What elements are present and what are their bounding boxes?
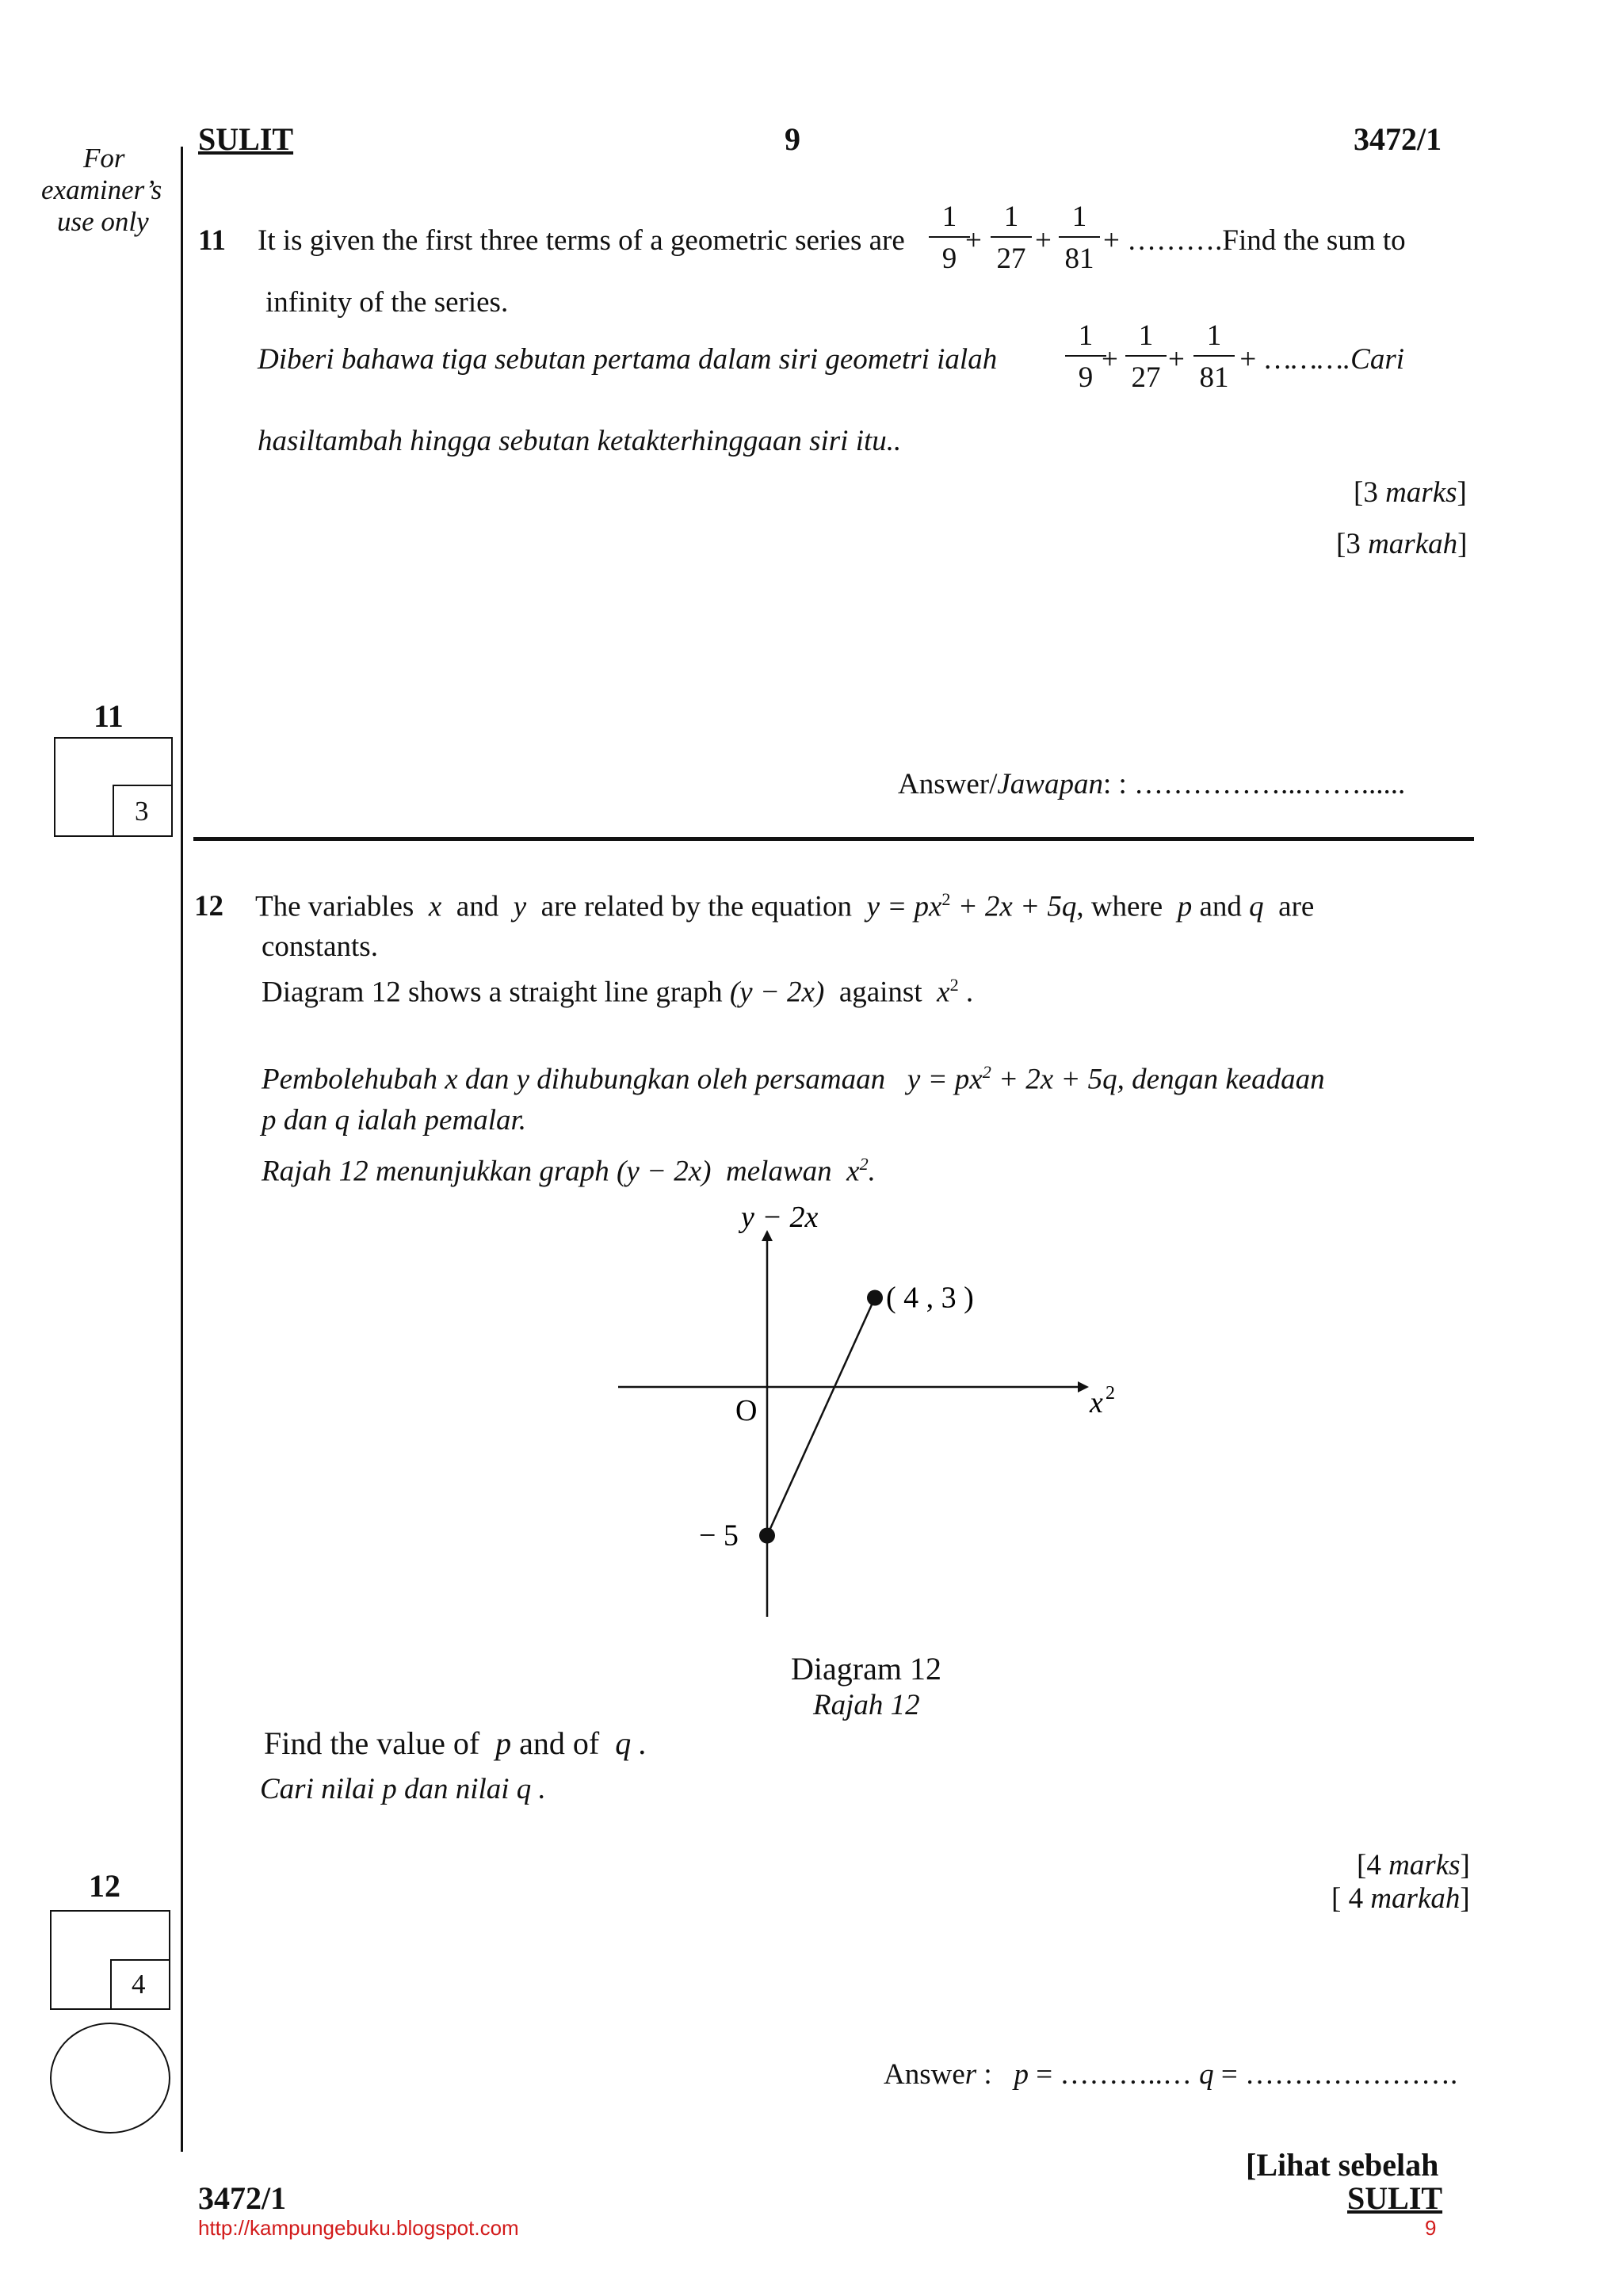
q12-box-label: 12: [89, 1868, 120, 1904]
header-paper-code: 3472/1: [1354, 121, 1442, 157]
header-sulit: SULIT: [198, 121, 294, 157]
q11-ms-line2: hasiltambah hingga sebutan ketakterhinggaan siri itu..: [258, 425, 902, 457]
q12-line1: The variables x and y are related by the equation $y = px^2 + 2x + 5q$, where p and q are: [255, 889, 1315, 923]
q11-number: 11: [198, 224, 226, 257]
q11-marks-en: [3 marks]: [1354, 476, 1467, 509]
q12-marks-ms: [ 4 markah]: [1331, 1882, 1470, 1915]
margin-note-line1: For: [83, 143, 125, 174]
diagram-caption-ms: Rajah 12: [813, 1689, 920, 1721]
footer-paper-code: 3472/1: [198, 2180, 287, 2216]
graph-origin-label: O: [735, 1394, 758, 1427]
q12-find-ms: Cari nilai p dan nilai q .: [260, 1773, 546, 1805]
q11-en-fraction-1: 1 9: [926, 202, 973, 273]
q12-line3: Diagram 12 shows a straight line graph (y − 2x) against $x^2$ .: [262, 975, 974, 1009]
q12-marks-value: 4: [132, 1969, 146, 2000]
margin-vertical-rule: [181, 147, 183, 2152]
graph-y-label: y − 2x: [741, 1201, 819, 1234]
q11-ms-text: Diberi bahawa tiga sebutan pertama dalam siri geometri ialah: [258, 343, 998, 376]
q11-ms-fraction-1: 1 9: [1062, 321, 1109, 392]
q11-en-fraction-3: 1 81: [1056, 202, 1103, 273]
margin-note-line3: use only: [57, 206, 149, 237]
q12-ms-line2: p dan q ialah pemalar.: [262, 1104, 527, 1137]
footer-sulit: SULIT: [1347, 2180, 1443, 2216]
q11-ms-continuation: + ……….Cari: [1238, 343, 1405, 376]
q11-box-label: 11: [94, 698, 124, 734]
q12-number: 12: [194, 890, 223, 923]
graph-x-label: x: [1090, 1386, 1103, 1419]
q11-en-plus-2: +: [1035, 224, 1052, 257]
q11-answer-line: Answer/Jawapan: : ……………...……......: [898, 768, 1406, 800]
q11-ms-plus-1: +: [1102, 343, 1118, 376]
margin-note-line2: examiner’s: [41, 174, 162, 205]
q11-en-continuation: + ……….Find the sum to: [1103, 224, 1406, 257]
q12-find-en: Find the value of p and of q .: [264, 1725, 647, 1761]
graph-x-label-exponent: 2: [1106, 1383, 1115, 1404]
q11-en-text: It is given the first three terms of a geometric series are: [258, 224, 905, 257]
q11-ms-fraction-2: 1 27: [1122, 321, 1170, 392]
q11-en-plus-1: +: [965, 224, 982, 257]
examiner-total-circle: [50, 2023, 170, 2134]
q12-marks-en: [4 marks]: [1357, 1849, 1470, 1881]
q11-en-fraction-2: 1 27: [987, 202, 1035, 273]
footer-link[interactable]: http://kampungebuku.blogspot.com: [198, 2216, 519, 2240]
graph-data-line: [767, 1298, 875, 1536]
q12-line2: constants.: [262, 930, 378, 963]
q11-ms-plus-2: +: [1168, 343, 1185, 376]
q12-ms-line3: Rajah 12 menunjukkan graph (y − 2x) melawan $x^2$.: [262, 1154, 876, 1188]
graph-point-label: ( 4 , 3 ): [886, 1281, 974, 1315]
q12-answer-line: Answer : p = ………..… q = ………………….: [884, 2058, 1458, 2091]
q12-ms-line1: Pembolehubah x dan y dihubungkan oleh persamaan $y = px^2 + 2x + 5q$, dengan keadaan: [262, 1062, 1325, 1096]
footer-page-number: 9: [1425, 2216, 1437, 2240]
graph-point-4-3: [867, 1290, 883, 1306]
q11-marks-value: 3: [135, 796, 149, 827]
footer-lihat-sebelah: [Lihat sebelah: [1246, 2147, 1439, 2183]
q11-marks-ms: [3 markah]: [1336, 528, 1468, 560]
q11-en-line2: infinity of the series.: [265, 286, 509, 319]
diagram-12-graph: [586, 1197, 1157, 1625]
section-divider: [193, 837, 1474, 841]
q11-ms-fraction-3: 1 81: [1190, 321, 1238, 392]
graph-point-intercept: [759, 1528, 775, 1544]
header-page-number: 9: [785, 121, 800, 157]
graph-intercept-label: − 5: [699, 1519, 739, 1553]
diagram-caption-en: Diagram 12: [791, 1651, 941, 1687]
